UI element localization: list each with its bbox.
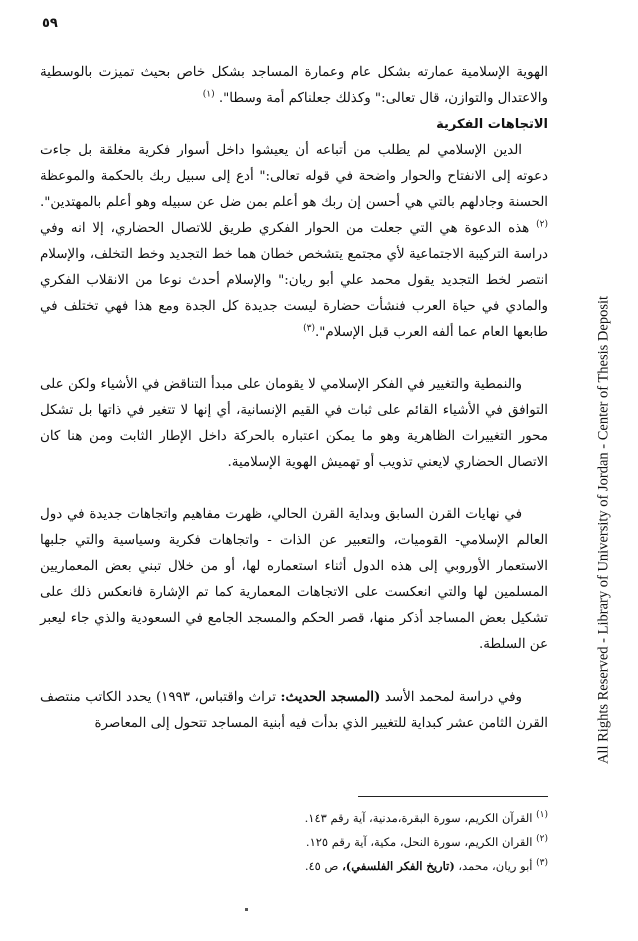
paragraph-4-prefix: وفي دراسة لمحمد الأسد bbox=[384, 690, 522, 705]
footnote-3-suffix: ص ٤٥. bbox=[304, 859, 339, 873]
paragraph-4 bbox=[40, 684, 548, 737]
footnote-3-ref: (٣) bbox=[536, 858, 548, 869]
footnote-3 bbox=[40, 854, 548, 878]
footnote-2 bbox=[40, 830, 548, 854]
intro-paragraph bbox=[40, 60, 548, 112]
copyright-watermark bbox=[574, 140, 634, 920]
paragraph-1 bbox=[40, 138, 548, 346]
footnote-2-ref: (٢) bbox=[536, 834, 548, 845]
paragraph-1-text-2: هذه الدعوة هي التي جعلت من الحوار الفكري طريق للاتصال الحضاري، إلا انه وفي دراسة التركيبة الاجتماعية لأي مجتمع يتشخص خطان هما خط التجديد وخط التخلف، والإسلام انتصر لخط التجديد يقول محمد علي أبو ريان:" والإسلام أحدث نوعا من الانقلاب الفكري والمادي في حياة العرب فنشأت حضارة ليست جديدة كل الجدة ومع هذا فهي تختلف في طابعها العام عما ألفه العرب قبل الإسلام". bbox=[40, 221, 548, 340]
watermark-text: All Rights Reserved - Library of University of Jordan - Center of Thesis Deposit bbox=[595, 295, 612, 765]
footnote-3-bold: (تاريخ الفكر الفلسفي)، bbox=[342, 859, 455, 873]
footnote-ref-3[interactable]: (٣) bbox=[303, 323, 315, 334]
footnote-divider bbox=[358, 796, 548, 797]
footnote-1-ref: (١) bbox=[536, 810, 548, 821]
footnote-1-text: القرآن الكريم، سورة البقرة،مدنية، آية رقم ١٤٣. bbox=[304, 811, 533, 825]
footnotes bbox=[40, 806, 548, 878]
page-number: ٥٩ bbox=[42, 16, 58, 31]
footnote-2-text: القران الكريم، سورة النحل، مكية، آية رقم ١٢٥. bbox=[305, 835, 533, 849]
page-mark bbox=[245, 908, 248, 911]
footnote-ref-2[interactable]: (٢) bbox=[536, 219, 548, 230]
footnote-3-prefix: أبو ريان، محمد، bbox=[458, 859, 533, 873]
book-title-bold: (المسجد الحديث: bbox=[280, 689, 381, 705]
section-heading: الاتجاهات الفكرية bbox=[436, 117, 548, 132]
footnote-ref-1[interactable]: (١) bbox=[202, 89, 215, 100]
paragraph-1-text: الدين الإسلامي لم يطلب من أتباعه أن يعيشوا داخل أسوار فكرية مغلقة بل جاءت دعوته إلى الانفتاح والحوار واضحة في قوله تعالى:" أدع إلى سبيل ربك بالحكمة والموعظة الحسنة وجادلهم بالتي هي أحسن إن ربك هو أعلم بمن ضل عن سبيله وهو أعلم بالمهتدين". bbox=[40, 143, 548, 210]
document-body bbox=[40, 60, 548, 737]
paragraph-4-suffix: تراث واقتباس، ١٩٩٣) يحدد الكاتب منتصف القرن الثامن عشر كبداية للتغيير الذي بدأت فيه أبنية المساجد تتحول إلى المعاصرة bbox=[40, 690, 548, 731]
intro-text: الهوية الإسلامية عمارته بشكل عام وعمارة المساجد بشكل خاص بحيث تميزت بالوسطية والاعتدال والتوازن، قال تعالى:" وكذلك جعلناكم أمة وسطا". bbox=[40, 65, 548, 106]
paragraph-2: والنمطية والتغيير في الفكر الإسلامي لا يقومان على مبدأ التناقض في الأشياء ولكن على التوافق في الأشياء القائم على ثبات في القيم الإنسانية، أي إنها لا تتغير في ذاتها بل تشكل محور التغييرات الظاهرية وهو ما يمكن اعتباره بالحركة داخل الإطار الثابت ومن هنا كان الاتصال الحضاري لايعني تذويب أو تهميش الهوية الإسلامية. bbox=[40, 377, 548, 470]
paragraph-3: في نهايات القرن السابق وبداية القرن الحالي، ظهرت مفاهيم واتجاهات جديدة في دول العالم الإسلامي- القوميات، والتعبير عن الذات - واتجاهات فكرية وسياسية والتي جلبها الاستعمار الأوروبي إلى هذه الدول أثناء استعماره لها، أو من خلال تبني بعض المعماريين المسلمين لها والتي انعكست على الاتجاهات المعمارية كما تم الإشارة فانعكس ذلك على تشكيل بعض المساجد أذكر منها، قصر الحكم والمسجد الجامع في السعودية والذي جاء ليعبر عن السلطة. bbox=[40, 507, 548, 652]
footnote-1 bbox=[40, 806, 548, 830]
